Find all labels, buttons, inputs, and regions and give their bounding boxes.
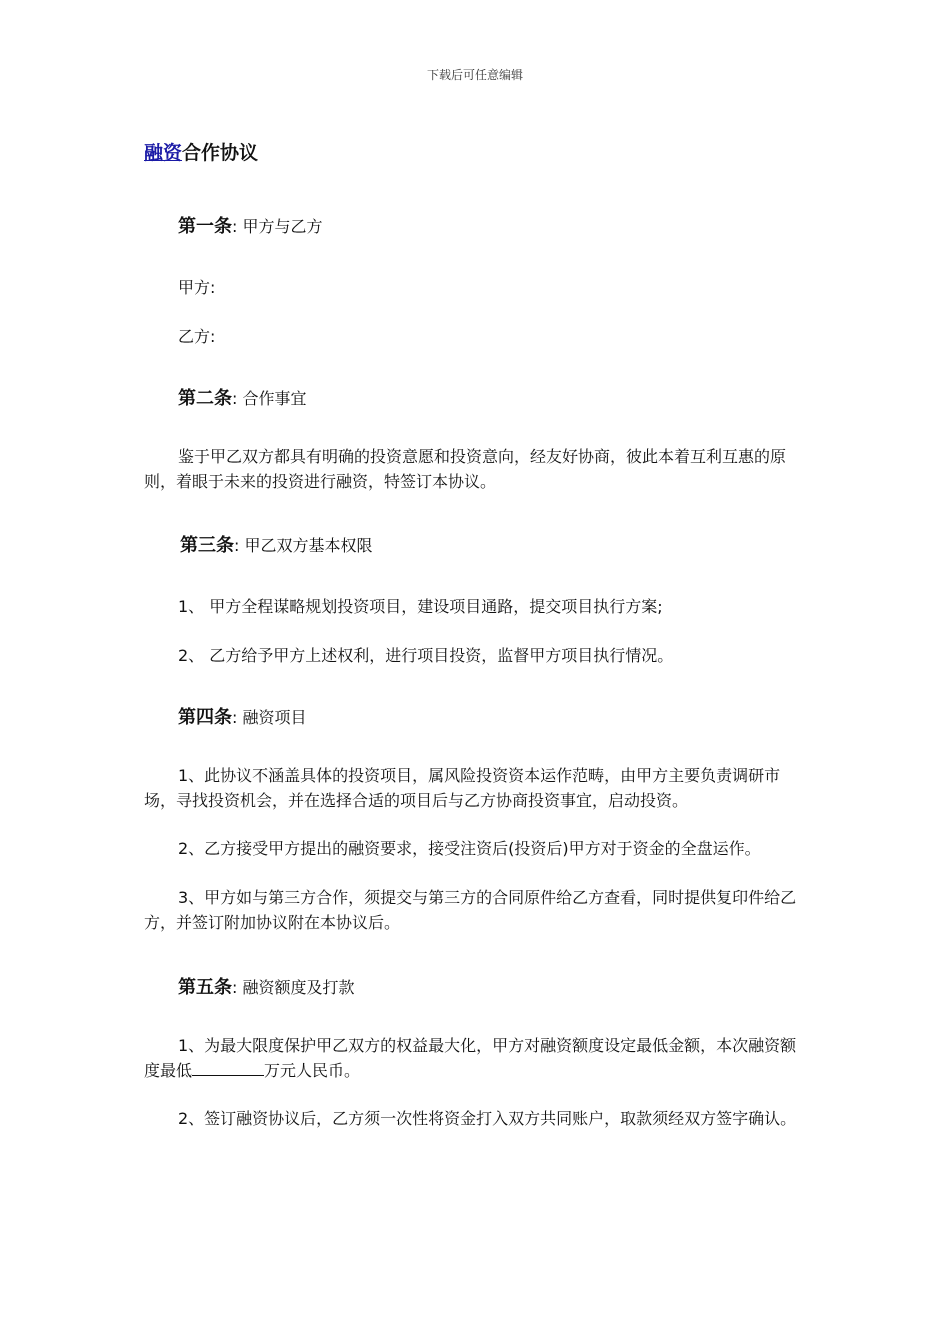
party-b-line: 乙方:: [178, 327, 216, 346]
title-rest: 合作协议: [182, 142, 259, 164]
title-link[interactable]: 融资: [144, 142, 183, 164]
article-2-heading: [178, 384, 307, 410]
article-5-item-1: [144, 1033, 804, 1083]
party-a-line: 甲方:: [178, 278, 216, 297]
article-4-heading: [178, 703, 307, 729]
article-5-heading: [178, 973, 355, 999]
article-4-label: 第四条: [178, 707, 232, 728]
article-5-item-1-after: 万元人民币。: [264, 1061, 361, 1080]
article-4-item: 2、乙方接受甲方提出的融资要求，接受注资后(投资后)甲方对于资金的全盘运作。: [178, 839, 761, 858]
article-3-label: 第三条: [180, 535, 234, 556]
article-1-label: 第一条: [178, 216, 232, 237]
article-1-heading: [178, 212, 323, 238]
article-3-sep: :: [234, 536, 240, 555]
article-3-item: 1、 甲方全程谋略规划投资项目，建设项目通路，提交项目执行方案;: [178, 597, 663, 616]
article-1-sep: :: [232, 217, 238, 236]
article-5-item-2: 2、签订融资协议后，乙方须一次性将资金打入双方共同账户，取款须经双方签字确认。: [178, 1109, 797, 1128]
article-5-sep: :: [232, 978, 238, 997]
amount-blank: [192, 1061, 264, 1076]
article-4-item: 1、此协议不涵盖具体的投资项目，属风险投资资本运作范畴，由甲方主要负责调研市场，寻找投资机会，并在选择合适的项目后与乙方协商投资事宜，启动投资。: [144, 766, 781, 810]
article-1-title: 甲方与乙方: [242, 217, 323, 236]
article-4-item: 3、甲方如与第三方合作，须提交与第三方的合同原件给乙方查看，同时提供复印件给乙方，并签订附加协议附在本协议后。: [144, 888, 797, 932]
article-2-title: 合作事宜: [242, 389, 307, 408]
article-2-label: 第二条: [178, 388, 232, 409]
article-4-sep: :: [232, 708, 238, 727]
article-5-label: 第五条: [178, 977, 232, 998]
article-2-sep: :: [232, 389, 238, 408]
article-5-title: 融资额度及打款: [242, 978, 355, 997]
article-3-item: 2、 乙方给予甲方上述权利，进行项目投资，监督甲方项目执行情况。: [178, 646, 674, 665]
article-3-title: 甲乙双方基本权限: [244, 536, 373, 555]
article-3-heading: [180, 531, 373, 557]
article-2-paragraph: 鉴于甲乙双方都具有明确的投资意愿和投资意向，经友好协商，彼此本着互利互惠的原则，着眼于未来的投资进行融资，特签订本协议。: [144, 447, 787, 491]
header-note: 下载后可任意编辑: [426, 68, 523, 82]
document-title: [144, 138, 258, 165]
article-4-title: 融资项目: [242, 708, 307, 727]
article-5-item-1-before: 1、为最大限度保护甲乙双方的权益最大化，甲方对融资额度设定最低金额，本次融资额度最低: [144, 1036, 797, 1080]
